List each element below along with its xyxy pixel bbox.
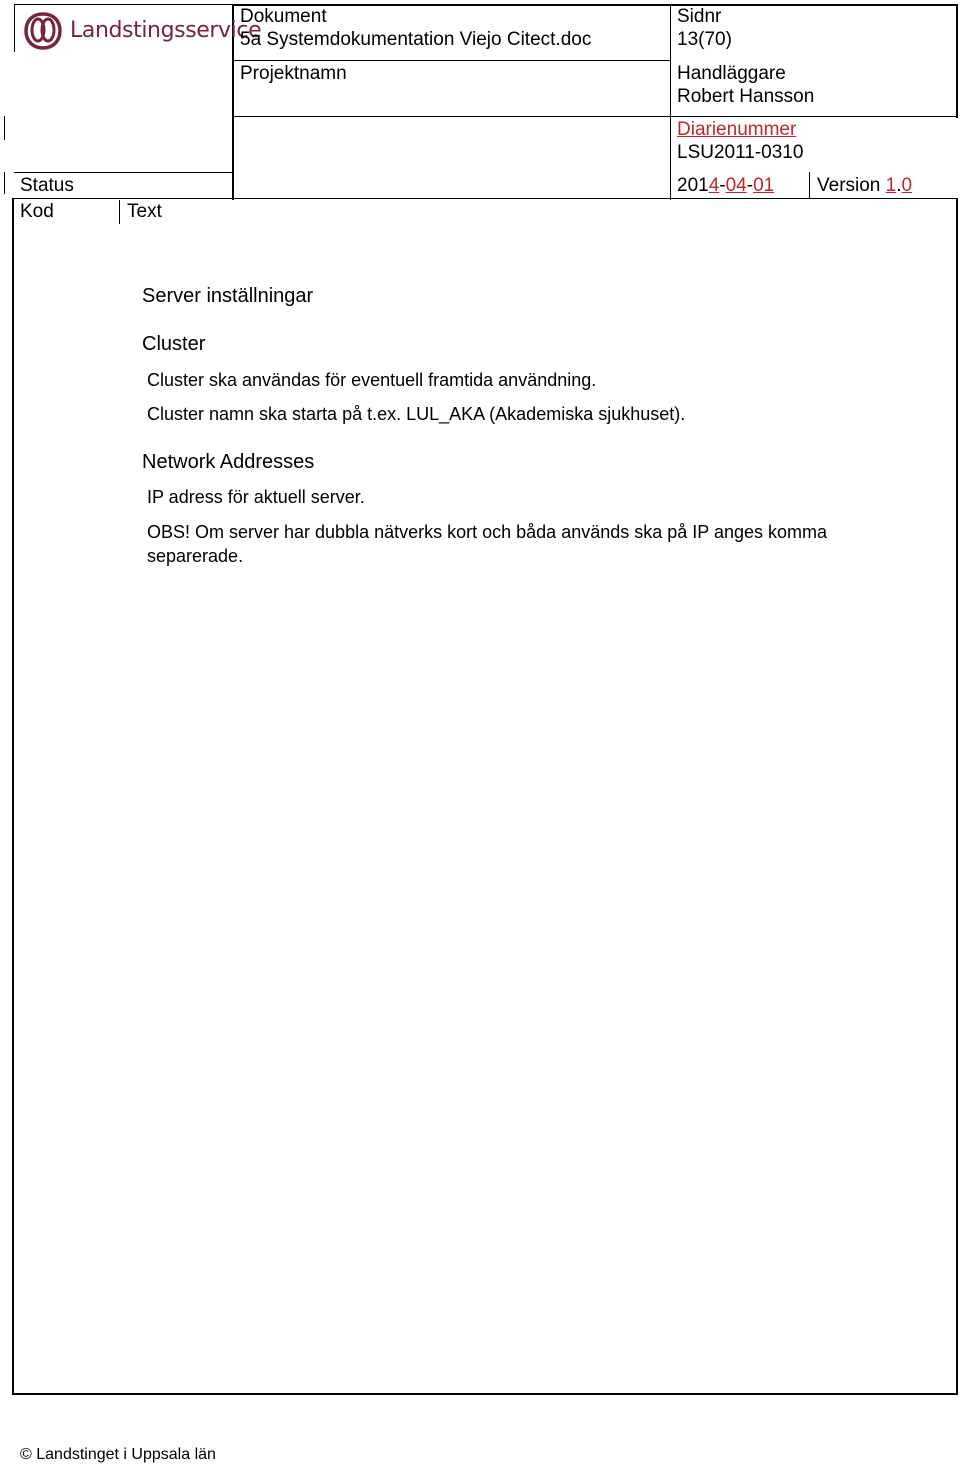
header-right-border xyxy=(956,4,958,118)
version-label: Version xyxy=(817,175,886,196)
sidnr-value: 13(70) xyxy=(677,29,732,50)
sidnr-label: Sidnr xyxy=(677,6,722,27)
header-left-tick-1 xyxy=(4,116,5,140)
handlaggare-value: Robert Hansson xyxy=(677,86,815,107)
date-part-sep-2: - xyxy=(746,175,754,196)
header-left-tick-2 xyxy=(4,172,5,194)
date-part-day: 01 xyxy=(753,175,775,196)
date-value xyxy=(677,174,774,197)
network-heading: Network Addresses xyxy=(142,451,315,473)
network-paragraph-2-line-1: OBS! Om server har dubbla nätverks kort och båda används ska på IP anges komma xyxy=(147,522,828,542)
logo xyxy=(24,12,262,52)
date-part-year-digit: 4 xyxy=(708,175,720,196)
header-row-divider-3 xyxy=(14,172,234,173)
status-label: Status xyxy=(20,175,74,196)
section-title: Server inställningar xyxy=(142,285,314,307)
header-row-divider-4 xyxy=(14,198,956,199)
header-top-border xyxy=(232,4,957,6)
date-part-year-prefix: 201 xyxy=(677,175,709,196)
version-major: 1 xyxy=(885,175,897,196)
header-row-divider-2 xyxy=(233,116,958,117)
landstingsservice-logo-icon xyxy=(24,12,62,50)
text-label: Text xyxy=(127,201,162,222)
body-left-border xyxy=(12,198,14,1395)
cluster-paragraph-1: Cluster ska användas för eventuell framtida användning. xyxy=(147,370,597,390)
network-paragraph-1: IP adress för aktuell server. xyxy=(147,487,365,507)
kod-label: Kod xyxy=(20,201,54,222)
projektnamn-label: Projektnamn xyxy=(240,63,347,84)
dokument-label: Dokument xyxy=(240,6,327,27)
header-row-divider-1 xyxy=(233,60,671,61)
body-right-border xyxy=(956,198,958,1395)
header-col-divider-2 xyxy=(670,4,671,200)
footer-text: Landstinget i Uppsala län xyxy=(36,1446,216,1463)
copyright-icon: © xyxy=(20,1446,32,1463)
body-bottom-border xyxy=(12,1393,958,1395)
cluster-paragraph-2: Cluster namn ska starta på t.ex. LUL_AKA (Akademiska sjukhuset). xyxy=(147,404,686,424)
header-version-divider xyxy=(809,172,810,198)
header-left-border xyxy=(14,4,15,52)
version-minor: 0 xyxy=(901,175,913,196)
date-part-month: 04 xyxy=(725,175,747,196)
header-top-border-left xyxy=(14,4,234,5)
cluster-heading: Cluster xyxy=(142,333,206,355)
kod-text-divider xyxy=(119,200,120,224)
logo-text: Landstingsservice xyxy=(70,18,262,43)
dokument-value: 5a Systemdokumentation Viejo Citect.doc xyxy=(240,29,592,50)
date-part-sep-1: - xyxy=(719,175,726,196)
version-dot: . xyxy=(896,175,902,196)
footer xyxy=(20,1445,216,1465)
diarienummer-label: Diarienummer xyxy=(677,119,797,140)
network-paragraph-2-line-2: separerade. xyxy=(147,546,244,566)
handlaggare-label: Handläggare xyxy=(677,63,786,84)
version-value xyxy=(817,174,912,197)
diarienummer-value: LSU2011-0310 xyxy=(677,142,804,163)
